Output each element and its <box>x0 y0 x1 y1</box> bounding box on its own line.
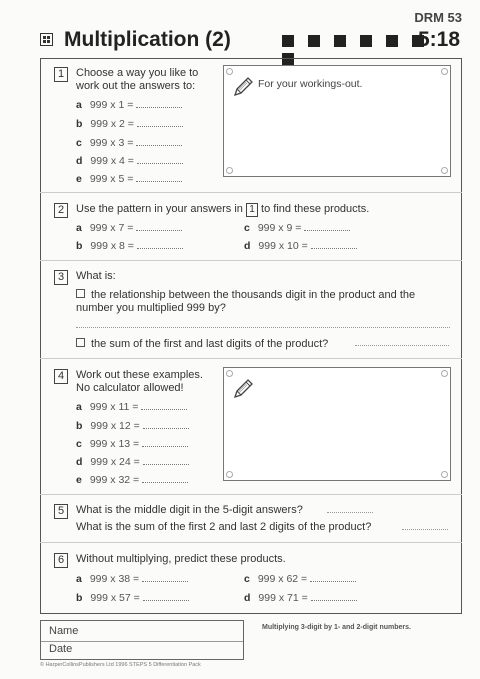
s4-item-c[interactable]: c 999 x 13 = <box>76 438 188 450</box>
topic-note: Multiplying 3-digit by 1- and 2-digit numbers. <box>262 624 411 631</box>
answer-line[interactable] <box>76 327 450 328</box>
name-date-box[interactable] <box>40 620 244 660</box>
s3-option-1-cont: number you multiplied 999 by? <box>76 302 226 314</box>
s3-option-1[interactable]: the relationship between the thousands digit in the product and the <box>76 288 415 302</box>
s4-item-b[interactable]: b 999 x 12 = <box>76 420 189 432</box>
divider <box>40 494 462 495</box>
date-label: Date <box>49 643 73 655</box>
name-label: Name <box>49 625 79 637</box>
s1-item-a[interactable]: a 999 x 1 = <box>76 99 182 111</box>
s2-item-d[interactable]: d 999 x 10 = <box>244 240 357 252</box>
answer-line[interactable] <box>402 529 448 530</box>
answer-line[interactable] <box>355 345 449 346</box>
s4-item-d[interactable]: d 999 x 24 = <box>76 456 189 468</box>
s6-question: Without multiplying, predict these products. <box>76 553 286 565</box>
s6-item-b[interactable]: b 999 x 57 = <box>76 592 189 604</box>
title-bar <box>40 28 460 52</box>
s6-item-c[interactable]: c 999 x 62 = <box>244 573 356 585</box>
s6-item-a[interactable]: a 999 x 38 = <box>76 573 188 585</box>
s4-item-a[interactable]: a 999 x 11 = <box>76 401 187 413</box>
divider <box>40 260 462 261</box>
copyright: © HarperCollinsPublishers Ltd 1996 STEPS 5 Differentiation Pack <box>40 662 201 668</box>
workings-box-2[interactable] <box>223 367 451 481</box>
s5-question-2: What is the sum of the first 2 and last 2 digits of the product? <box>76 521 372 533</box>
divider <box>40 358 462 359</box>
sheet-code: DRM 53 <box>414 10 462 25</box>
s1-item-d[interactable]: d 999 x 4 = <box>76 155 183 167</box>
question-number-5: 5 <box>54 504 68 519</box>
question-number-6: 6 <box>54 553 68 568</box>
question-number-2: 2 <box>54 203 68 218</box>
calculator-icon <box>40 33 53 46</box>
s1-question-line1: Choose a way you like to <box>76 67 199 79</box>
s2-item-b[interactable]: b 999 x 8 = <box>76 240 183 252</box>
time-label: 5:18 <box>417 28 460 51</box>
question-number-4: 4 <box>54 369 68 384</box>
s1-item-b[interactable]: b 999 x 2 = <box>76 118 183 130</box>
s6-item-d[interactable]: d 999 x 71 = <box>244 592 357 604</box>
pencil-icon <box>232 76 254 98</box>
page-title: Multiplication (2) <box>64 28 231 51</box>
s3-option-2[interactable]: the sum of the first and last digits of the product? <box>76 337 328 351</box>
s2-item-c[interactable]: c 999 x 9 = <box>244 222 350 234</box>
s1-item-e[interactable]: e 999 x 5 = <box>76 173 182 185</box>
s2-question: Use the pattern in your answers in 1 to find these products. <box>76 203 370 215</box>
s4-question-line2: No calculator allowed! <box>76 382 184 394</box>
question-number-3: 3 <box>54 270 68 285</box>
s4-question-line1: Work out these examples. <box>76 369 203 381</box>
s5-question-1: What is the middle digit in the 5-digit answers? <box>76 504 303 516</box>
s1-item-c[interactable]: c 999 x 3 = <box>76 137 182 149</box>
divider <box>40 542 462 543</box>
pencil-icon <box>232 378 254 400</box>
s2-item-a[interactable]: a 999 x 7 = <box>76 222 182 234</box>
s3-question: What is: <box>76 270 116 282</box>
workings-box-1[interactable] <box>223 65 451 177</box>
s4-item-e[interactable]: e 999 x 32 = <box>76 474 188 486</box>
question-number-1: 1 <box>54 67 68 82</box>
s1-question-line2: work out the answers to: <box>76 80 196 92</box>
answer-line[interactable] <box>327 512 373 513</box>
divider <box>40 192 462 193</box>
workings-label: For your workings-out. <box>258 78 363 90</box>
